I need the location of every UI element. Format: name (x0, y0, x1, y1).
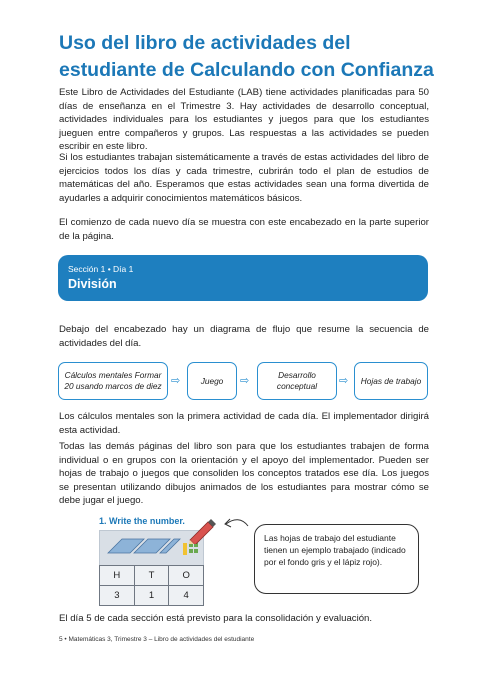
worksheet-title: 1. Write the number. (99, 516, 185, 526)
flow-step-mental-label: Cálculos mentales Formar 20 usando marcos de diez (64, 370, 162, 391)
flow-step-worksheets (354, 362, 428, 400)
worked-example-callout (254, 524, 419, 594)
flow-step-concept (257, 362, 337, 400)
flow-step-game-label: Juego (200, 375, 224, 386)
mental-paragraph: Los cálculos mentales son la primera actividad de cada día. El implementador dirigirá esta actividad. (59, 411, 429, 436)
header-paragraph: El comienzo de cada nuevo día se muestra con este encabezado en la parte superior de la página. (59, 217, 429, 242)
callout-text: Las hojas de trabajo del estudiante tienen un ejemplo trabajado (indicado por el fondo gris y el lápiz rojo). (264, 533, 406, 567)
header-hundreds: H (100, 566, 135, 586)
flow-intro-paragraph: Debajo del encabezado hay un diagrama de flujo que resume la secuencia de actividades del día. (59, 324, 429, 349)
banner-heading: División (68, 277, 117, 291)
red-pencil-icon (186, 514, 222, 544)
flow-arrow-icon: ⇨ (339, 375, 349, 387)
page-footer: 5 • Matemáticas 3, Trimestre 3 – Libro de actividades del estudiante (59, 636, 255, 643)
curved-arrow-icon (222, 516, 250, 534)
pages-paragraph: Todas las demás páginas del libro son para que los estudiantes trabajen de forma individual o en grupos con la orientación y el apoyo del implementador. Pueden ser hojas de trabajo o juegos que consoliden los conceptos tratados ese día. Los juegos se presentan utilizando dibujos animados de los estudiantes para mostrar cómo se debe jugar el juego. (59, 441, 429, 507)
value-hundreds: 3 (100, 586, 135, 606)
header-ones: O (169, 566, 204, 586)
header-tens: T (134, 566, 169, 586)
banner-section-label: Sección 1 • Día 1 (68, 264, 134, 274)
intro-paragraph: Este Libro de Actividades del Estudiante (LAB) tiene actividades planificadas para 50 días de enseñanza en el Trimestre 3. Hay actividades de desarrollo conceptual, actividades individuales para los estudiantes y juegos para que los estudiantes jueguen entre compañeros y grupos. Las respuestas a las actividades se pueden escribir en este libro. (59, 87, 429, 153)
systematic-paragraph: Si los estudiantes trabajan sistemáticamente a través de estas actividades del libro de ejercicios todos los días y cada trimestre, cubrirán todo el plan de estudios de matemáticas del año. Esperamos que estas actividades sean una forma divertida de ayudarles a adquirir conocimientos matemáticos básicos. (59, 152, 429, 204)
flow-arrow-icon: ⇨ (240, 375, 250, 387)
flow-step-worksheets-label: Hojas de trabajo (360, 375, 422, 386)
flow-arrow-icon: ⇨ (171, 375, 181, 387)
value-ones: 4 (169, 586, 204, 606)
place-value-table (99, 565, 204, 606)
flow-step-game (187, 362, 237, 400)
page-title: Uso del libro de actividades del estudiante de Calculando con Confianza (59, 32, 434, 81)
value-tens: 1 (134, 586, 169, 606)
day-header-banner (58, 255, 428, 301)
flow-step-mental (58, 362, 168, 400)
day5-paragraph: El día 5 de cada sección está previsto para la consolidación y evaluación. (59, 613, 373, 624)
flow-step-concept-label: Desarrollo conceptual (276, 370, 318, 391)
